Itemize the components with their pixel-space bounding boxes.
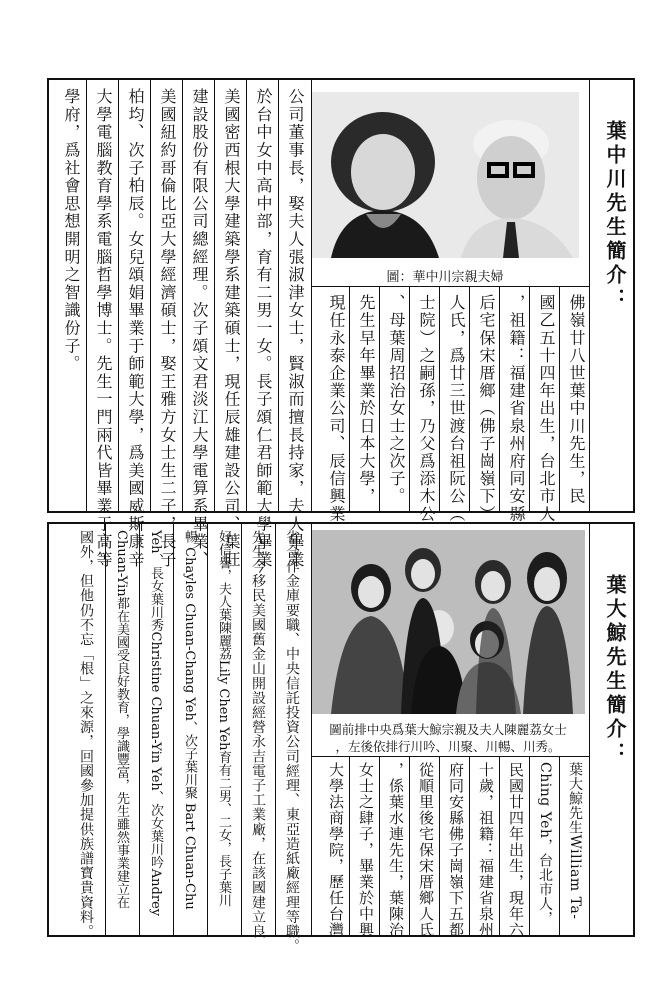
column-rule: [241, 524, 242, 935]
column-rule: [559, 756, 560, 935]
text-column: 國乙五十四年出生，台北市人: [537, 294, 556, 523]
column-rule: [499, 756, 500, 935]
biography-panel-ye-dajing: [47, 522, 635, 954]
column-rule: [173, 524, 174, 935]
column-rule: [86, 80, 87, 511]
text-column: Yeh、長女葉川秀Christine Chuan-Yin Yeh、次女葉川吟Andrey: [148, 530, 163, 917]
panel-heading: 葉大鯨先生簡介：: [603, 574, 627, 766]
text-column: ，係葉水連先生，葉陳治: [387, 762, 405, 938]
text-column: 柏均、次子柏辰。女兒頌娟畢業于師範大學，爲美國威斯康辛: [126, 88, 145, 569]
text-column: 美國密西根大學建築學系建築碩士，現任辰雄建設公司、葉旺: [222, 88, 241, 569]
text-column: 現任永泰企業公司、辰信興業: [327, 294, 346, 523]
column-rule: [349, 756, 350, 935]
photo-caption: 圖：華中川宗親夫婦: [386, 270, 504, 285]
column-rule: [118, 80, 119, 511]
text-column: 先生早年畢業於日本大學，: [357, 294, 376, 506]
column-rule: [469, 286, 470, 511]
couple-portrait-image: [311, 92, 579, 258]
column-rule: [589, 524, 590, 935]
column-rule: [559, 286, 560, 511]
column-rule: [182, 80, 183, 511]
text-column: 、母葉周招治女士之次子。: [387, 294, 406, 506]
text-column: 好信譽，夫人葉陳麗荔Lily Chen Yeh育有二男、二女，長子葉川: [216, 530, 231, 907]
panel-heading: 葉中川先生簡介：: [603, 120, 627, 312]
column-rule: [379, 756, 380, 935]
biography-panel-ye-zhongchuan: [47, 78, 635, 569]
text-column: 十歲，祖籍：福建省泉州: [477, 762, 495, 938]
family-photo-image: [311, 530, 585, 714]
column-rule: [589, 80, 590, 511]
text-column: 大學法商學院，歷任台灣: [327, 762, 345, 938]
text-column: 人氏，爲廿三世渡台祖阮公（: [447, 294, 466, 523]
text-column: ，祖籍：福建省泉州府同安縣: [507, 294, 526, 523]
column-rule: [311, 80, 312, 511]
text-column: 先生今移民美國舊金山開設經營永吉電子工業廠，在該國建立良: [250, 530, 266, 939]
text-column: 建設股份有限公司總經理。次子頌文君淡江大學電算系畢業、: [190, 88, 209, 569]
column-rule: [105, 524, 106, 935]
column-rule: [150, 80, 151, 511]
column-rule: [379, 286, 380, 511]
column-rule: [469, 756, 470, 935]
text-column: 女士之肆子，畢業於中興: [357, 762, 375, 938]
column-rule: [214, 80, 215, 511]
text-column: 暢 Chayles Chuan-Chang Yeh、次子葉川聚 Bart Chuan-Chu: [182, 530, 197, 910]
text-column: 國外，但他仍不忘「根」之來源，回國參加提供族譜寶貴資料。: [78, 530, 94, 939]
column-rule: [439, 286, 440, 511]
caption-rule: [311, 286, 589, 287]
couple-portrait-photo: [311, 92, 579, 258]
column-rule: [529, 286, 530, 511]
column-rule: [139, 524, 140, 935]
text-column: 佛嶺廿八世葉中川先生，民: [567, 294, 586, 506]
text-column: 省合作金庫要職、中央信託投資公司經理、東亞造紙廠經理等職。: [284, 530, 300, 954]
text-column: 葉大鯨先生William Ta-: [567, 762, 583, 920]
caption-rule: [311, 756, 589, 757]
column-rule: [311, 524, 312, 935]
text-column: 公司董事長，娶夫人張淑津女士，賢淑而擅長持家，夫人畢業: [286, 88, 305, 569]
column-rule: [246, 80, 247, 511]
text-column: 從順里後宅保宋厝鄉人氏: [417, 762, 435, 938]
text-column: 美國紐約哥倫比亞大學經濟碩士，娶王雅方女士生二子，長子: [158, 88, 177, 569]
column-rule: [409, 286, 410, 511]
family-photo: [311, 530, 585, 714]
photo-caption-line-1: 圖前排中央爲葉大鯨宗親及夫人陳麗荔女士: [329, 722, 567, 737]
text-column: Chuan-Yin都在美國受良好教育，學識豐富，先生雖然事業建立在: [114, 530, 129, 909]
photo-caption-line-2: ，左後依排行川吟、川聚、川暢、川秀。: [335, 739, 561, 754]
text-column: 民國廿四年出生，現年六: [507, 762, 525, 938]
column-rule: [439, 756, 440, 935]
text-column: 於台中女中高中部，育有二男一女。長子頌仁君師範大學畢業: [254, 88, 273, 569]
column-rule: [499, 286, 500, 511]
column-rule: [275, 524, 276, 935]
text-column: 大學電腦教育學系電腦哲學博士。先生一門兩代皆畢業于高等: [94, 88, 113, 569]
text-column: 學府，爲社會思想開明之智識份子。: [62, 88, 81, 373]
column-rule: [207, 524, 208, 935]
column-rule: [409, 756, 410, 935]
column-rule: [529, 756, 530, 935]
text-column: 士院）之嗣孫，乃父爲添木公: [417, 294, 436, 523]
text-column: 府同安縣佛子崗嶺下五都: [447, 762, 465, 938]
text-column: Ching Yeh，台北市人，: [537, 762, 553, 926]
text-column: 后宅保宋厝鄉（佛子崗嶺下）: [477, 294, 496, 523]
column-rule: [278, 80, 279, 511]
column-rule: [349, 286, 350, 511]
